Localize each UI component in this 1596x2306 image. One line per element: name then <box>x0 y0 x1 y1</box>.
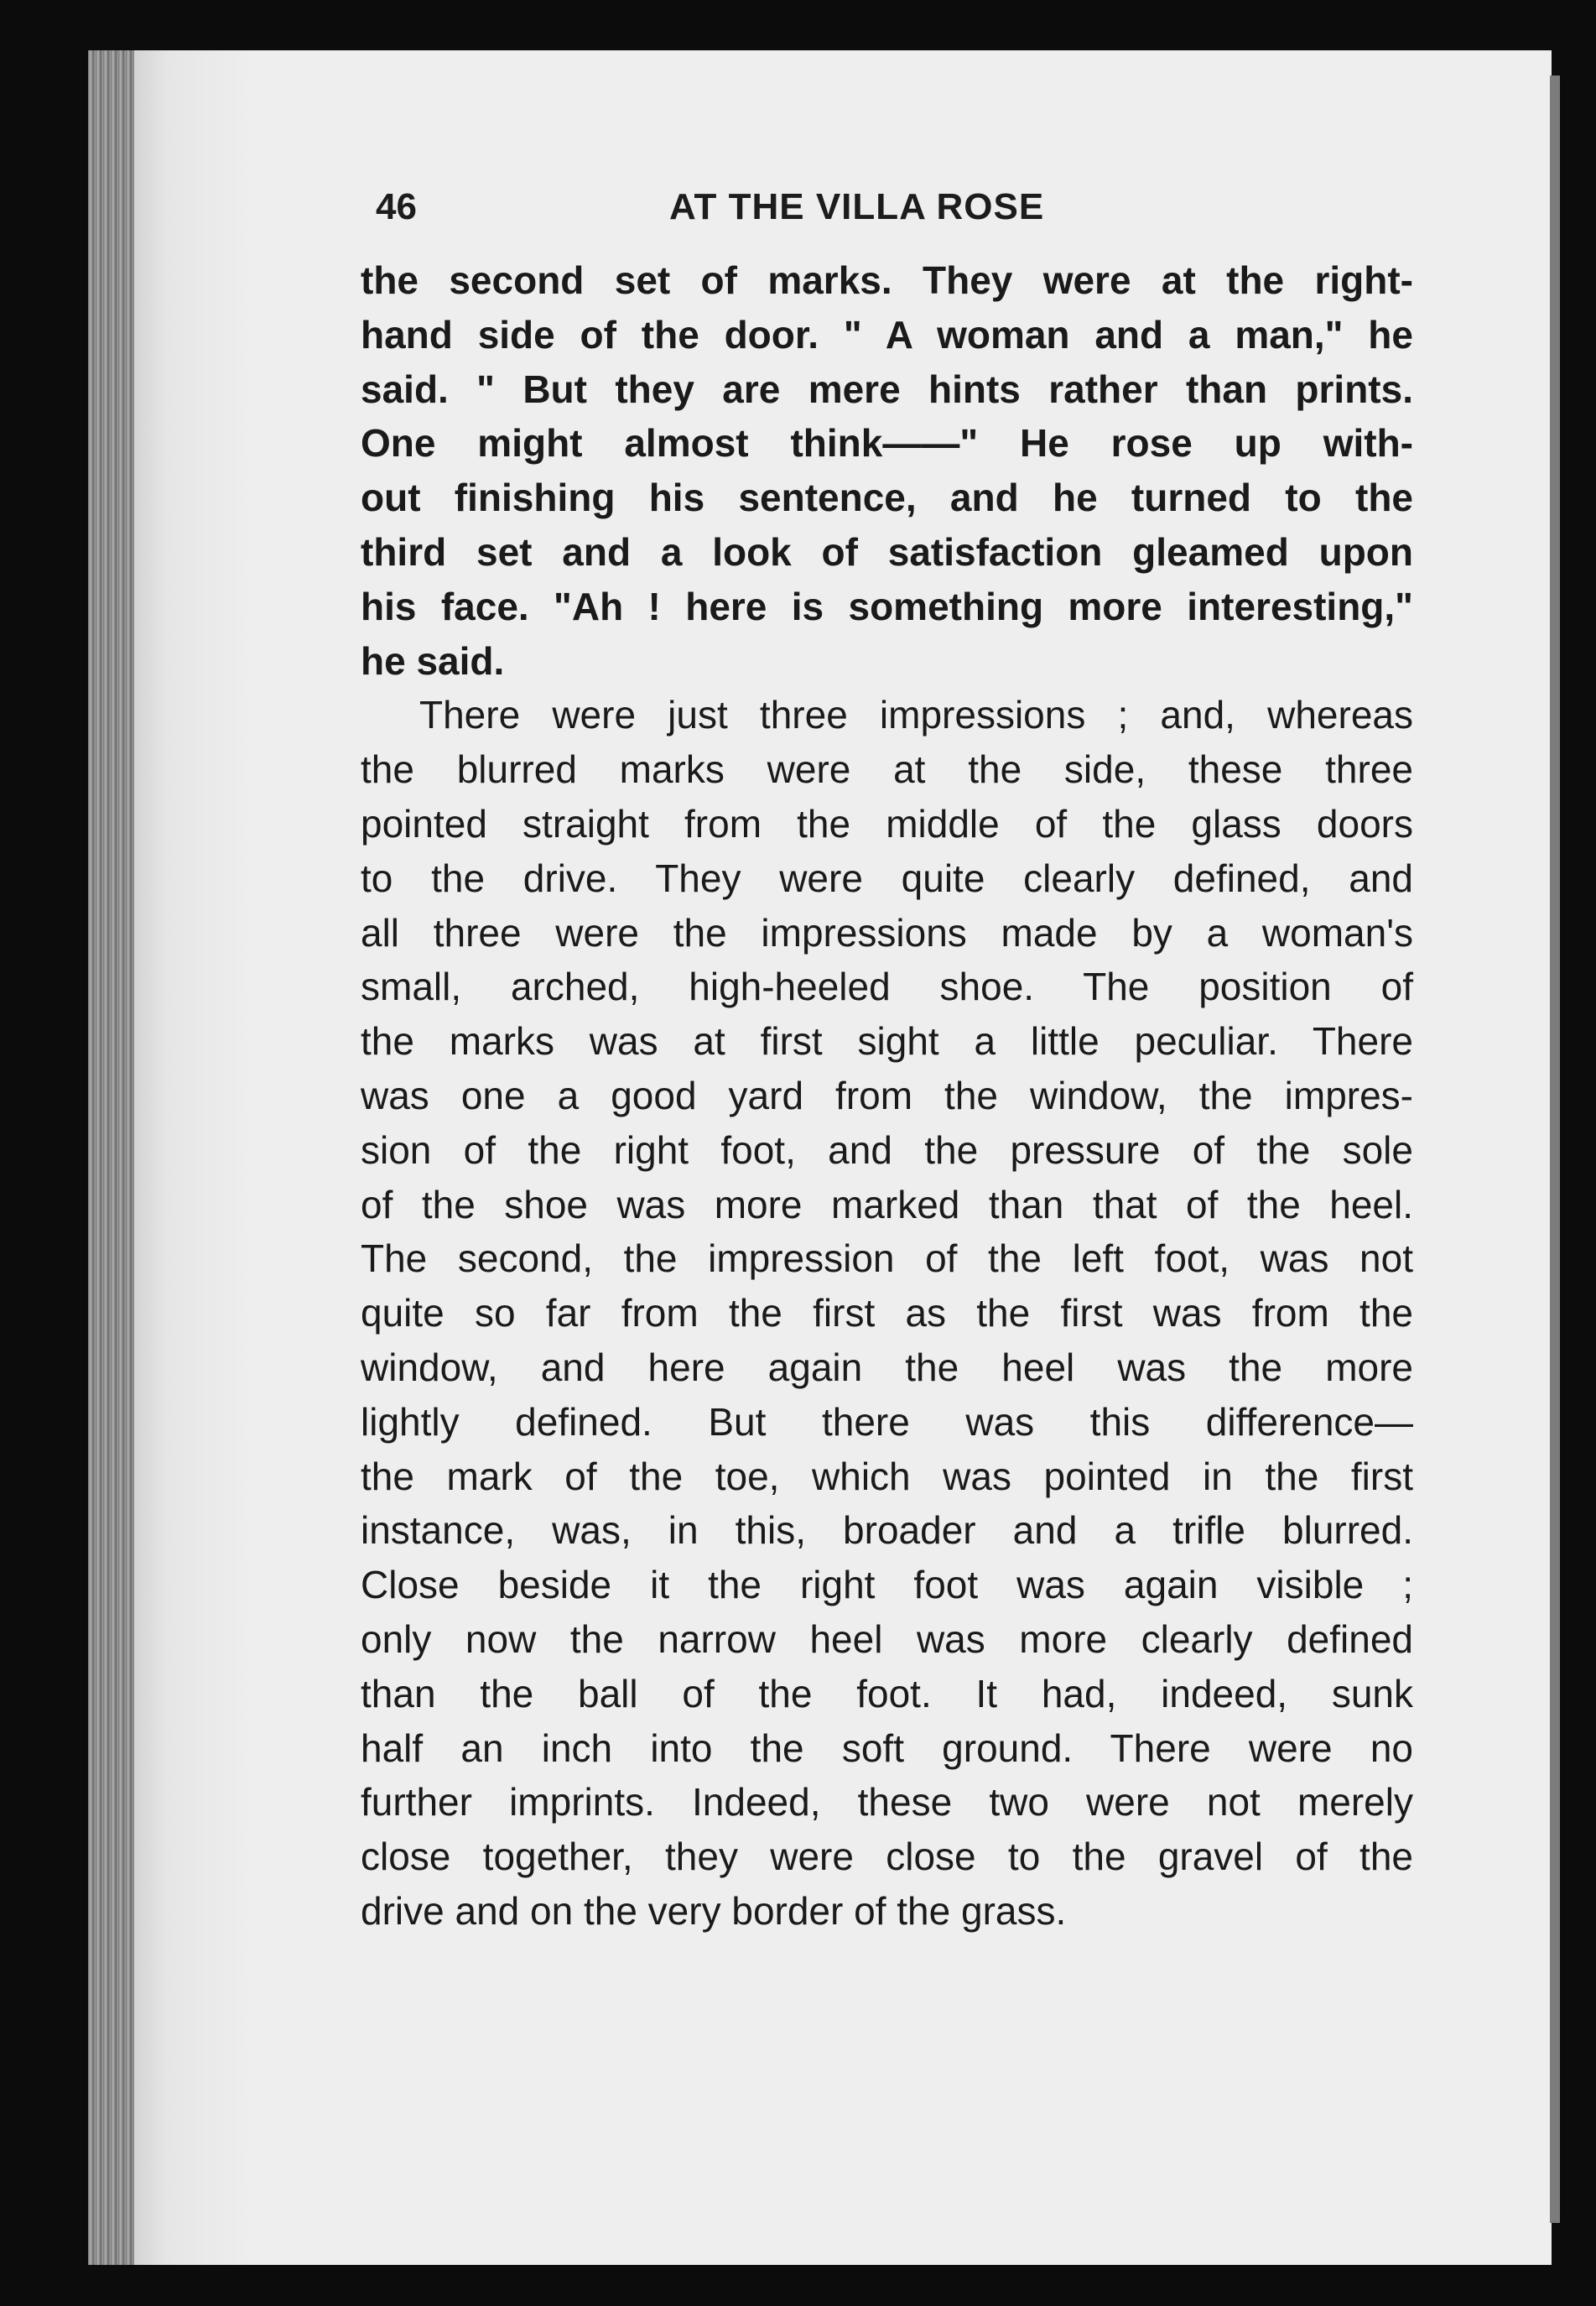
running-title: AT THE VILLA ROSE <box>669 186 1045 227</box>
running-head <box>376 186 1131 237</box>
text-line: was one a good yard from the window, the impres- <box>361 1073 1413 1117</box>
text-line: sion of the right foot, and the pressure of the sole <box>361 1127 1413 1172</box>
text-line: all three were the impressions made by a woman's <box>361 910 1413 955</box>
page-right-edge <box>1550 75 1560 2223</box>
text-line: further imprints. Indeed, these two were not merely <box>361 1780 1413 1824</box>
text-line: small, arched, high-heeled shoe. The position of <box>361 965 1413 1009</box>
page-number: 46 <box>376 186 417 227</box>
text-line: out finishing his sentence, and he turned to the <box>361 476 1413 520</box>
paragraph <box>361 253 1413 688</box>
text-line: his face. "Ah ! here is something more interesting," <box>361 584 1413 628</box>
text-line: than the ball of the foot. It had, indeed, sunk <box>361 1671 1413 1715</box>
text-line: third set and a look of satisfaction gleamed upon <box>361 529 1413 574</box>
text-line: window, and here again the heel was the more <box>361 1345 1413 1389</box>
text-line: close together, they were close to the gravel of the <box>361 1835 1413 1879</box>
text-line: lightly defined. But there was this difference— <box>361 1399 1413 1444</box>
text-line: drive and on the very border of the grass. <box>361 1888 1067 1933</box>
text-line: he said. <box>361 638 505 683</box>
text-line: only now the narrow heel was more clearly defined <box>361 1616 1413 1661</box>
body-text <box>361 253 1413 1939</box>
text-line: quite so far from the first as the first was from the <box>361 1291 1413 1335</box>
text-line: The second, the impression of the left foot, was not <box>361 1236 1413 1281</box>
text-line: the second set of marks. They were at the right- <box>361 258 1413 302</box>
text-line: the mark of the toe, which was pointed in the first <box>361 1454 1413 1498</box>
text-line: instance, was, in this, broader and a trifle blurred. <box>361 1508 1413 1553</box>
text-line: the marks was at first sight a little peculiar. There <box>361 1019 1413 1064</box>
text-line: hand side of the door. " A woman and a man," he <box>361 312 1413 357</box>
text-line: pointed straight from the middle of the glass doors <box>361 801 1413 846</box>
text-line: half an inch into the soft ground. There were no <box>361 1726 1413 1770</box>
text-line: the blurred marks were at the side, these three <box>361 747 1413 792</box>
text-line: of the shoe was more marked than that of the heel. <box>361 1182 1413 1226</box>
text-line: Close beside it the right foot was again visible ; <box>361 1563 1413 1607</box>
text-line: said. " But they are mere hints rather than prints. <box>361 367 1413 411</box>
text-line: There were just three impressions ; and, whereas <box>419 693 1413 737</box>
text-line: One might almost think——" He rose up with- <box>361 421 1413 466</box>
paragraph <box>361 688 1413 1938</box>
text-line: to the drive. They were quite clearly defined, and <box>361 856 1413 900</box>
